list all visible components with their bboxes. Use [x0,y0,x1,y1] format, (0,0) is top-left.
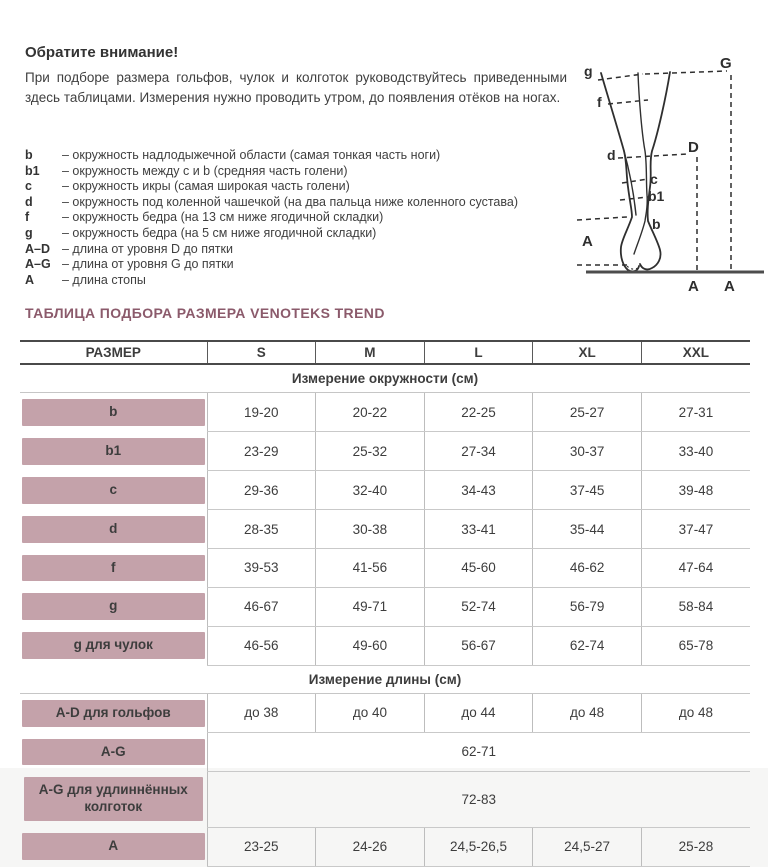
cell: 56-67 [424,626,533,665]
legend-term: A–G [25,257,51,272]
row-label: g для чулок [22,632,205,659]
size-table-wrap [20,340,750,867]
cell: 32-40 [316,471,425,510]
cell: 33-41 [424,510,533,549]
cell: 24-26 [316,827,425,866]
legend-def: – окружность под коленной чашечкой (на два пальца ниже коленного сустава) [62,194,518,209]
cell: 33-40 [641,432,750,471]
row-label: b1 [22,438,205,465]
notice-block [25,44,567,108]
cell: 19-20 [207,393,316,432]
cell: 46-56 [207,626,316,665]
section-length-label: Измерение длины (см) [20,665,750,693]
leg-measurement-diagram [576,45,766,297]
legend-item-b1 [25,164,573,180]
table-row-b1 [20,432,750,471]
diagram-label-b: b [652,216,661,232]
cell: 25-28 [641,827,750,866]
cell: 46-62 [533,549,642,588]
cell: 28-35 [207,510,316,549]
legend-def: – окружность между c и b (средняя часть голени) [62,163,348,178]
cell: 25-27 [533,393,642,432]
table-row-ag [20,733,750,772]
legend-term: d [25,194,33,209]
row-label: A [22,833,205,860]
cell: 52-74 [424,587,533,626]
table-row-ad-golf [20,693,750,732]
cell: 49-71 [316,587,425,626]
cell: 56-79 [533,587,642,626]
legend-term: A [25,272,35,287]
cell: 20-22 [316,393,425,432]
cell: 30-38 [316,510,425,549]
diagram-label-G: G [720,55,732,72]
header-xl: XL [533,341,642,364]
legend-item-g [25,226,573,242]
cell: 47-64 [641,549,750,588]
legend-term: A–D [25,241,51,256]
cell: 34-43 [424,471,533,510]
legend-def: – длина стопы [62,272,146,287]
row-label: d [22,516,205,543]
diagram-label-D: D [688,139,699,156]
cell: до 40 [316,693,425,732]
legend-term: b1 [25,163,40,178]
legend-item-ag [25,257,573,273]
cell: 49-60 [316,626,425,665]
cell: 62-74 [533,626,642,665]
header-xxl: XXL [641,341,750,364]
row-label: b [22,399,205,426]
cell-span: 62-71 [207,733,750,772]
cell: 37-45 [533,471,642,510]
cell-span: 72-83 [207,771,750,827]
legend-item-a [25,273,573,289]
size-table-title: ТАБЛИЦА ПОДБОРА РАЗМЕРА VENOTEKS TREND [25,305,385,321]
cell: до 44 [424,693,533,732]
legend-def: – окружность икры (самая широкая часть голени) [62,179,350,194]
legend-item-f [25,210,573,226]
cell: 37-47 [641,510,750,549]
header-s: S [207,341,316,364]
row-label: c [22,477,205,504]
legend-def: – окружность бедра (на 5 см ниже ягодичной складки) [62,225,377,240]
notice-title: Обратите внимание! [25,44,179,61]
legend-term: g [25,225,33,240]
diagram-label-A-left: A [582,233,593,250]
table-row-g-stockings [20,626,750,665]
cell: 29-36 [207,471,316,510]
cell: 58-84 [641,587,750,626]
row-label: g [22,593,205,620]
section-girth-label: Измерение окружности (см) [20,364,750,393]
legend-term: f [25,210,30,225]
header-size: РАЗМЕР [20,341,207,364]
header-m: M [316,341,425,364]
diagram-label-b1: b1 [648,188,665,204]
legend-item-b [25,148,573,164]
legend-def: – длина от уровня G до пятки [62,257,234,272]
table-row-b [20,393,750,432]
cell: до 38 [207,693,316,732]
cell: до 48 [533,693,642,732]
cell: до 48 [641,693,750,732]
diagram-label-f: f [597,94,602,110]
diagram-label-A-bottom-1: A [688,278,699,295]
table-row-d [20,510,750,549]
cell: 24,5-27 [533,827,642,866]
legend-term: c [25,179,32,194]
cell: 39-48 [641,471,750,510]
cell: 25-32 [316,432,425,471]
legend-item-d [25,195,573,211]
table-row-ag-long-tights [20,771,750,827]
cell: 23-29 [207,432,316,471]
table-row-g [20,587,750,626]
cell: 23-25 [207,827,316,866]
section-girth-row [20,364,750,393]
table-header-row [20,341,750,364]
diagram-label-c: c [650,171,658,187]
table-row-f [20,549,750,588]
notice-body: При подборе размера гольфов, чулок и колготок руководствуйтесь приведенными здесь таблицами. Измерения нужно проводить утром, до появления отёков на ногах. [25,70,567,105]
row-label: f [22,555,205,582]
cell: 27-34 [424,432,533,471]
cell: 41-56 [316,549,425,588]
cell: 24,5-26,5 [424,827,533,866]
diagram-label-A-bottom-2: A [724,278,735,295]
table-row-a [20,827,750,866]
cell: 30-37 [533,432,642,471]
legend-def: – окружность надлодыжечной области (самая тонкая часть ноги) [62,148,441,162]
cell: 22-25 [424,393,533,432]
cell: 46-67 [207,587,316,626]
table-row-c [20,471,750,510]
legend-def: – окружность бедра (на 13 см ниже ягодичной складки) [62,210,384,225]
cell: 35-44 [533,510,642,549]
diagram-label-d: d [607,147,616,163]
legend-term: b [25,148,33,162]
cell: 65-78 [641,626,750,665]
legend-item-c [25,179,573,195]
section-length-row [20,665,750,693]
legend-item-ad [25,242,573,258]
cell: 39-53 [207,549,316,588]
size-table [20,340,750,867]
leg-diagram-drawing [576,45,766,297]
row-label: A-G [22,739,205,766]
row-label: A-G для удлиннённых колготок [24,777,203,821]
cell: 27-31 [641,393,750,432]
header-l: L [424,341,533,364]
legend-def: – длина от уровня D до пятки [62,241,233,256]
measurement-legend [25,148,573,288]
diagram-label-g: g [584,63,593,79]
row-label: A-D для гольфов [22,700,205,727]
cell: 45-60 [424,549,533,588]
